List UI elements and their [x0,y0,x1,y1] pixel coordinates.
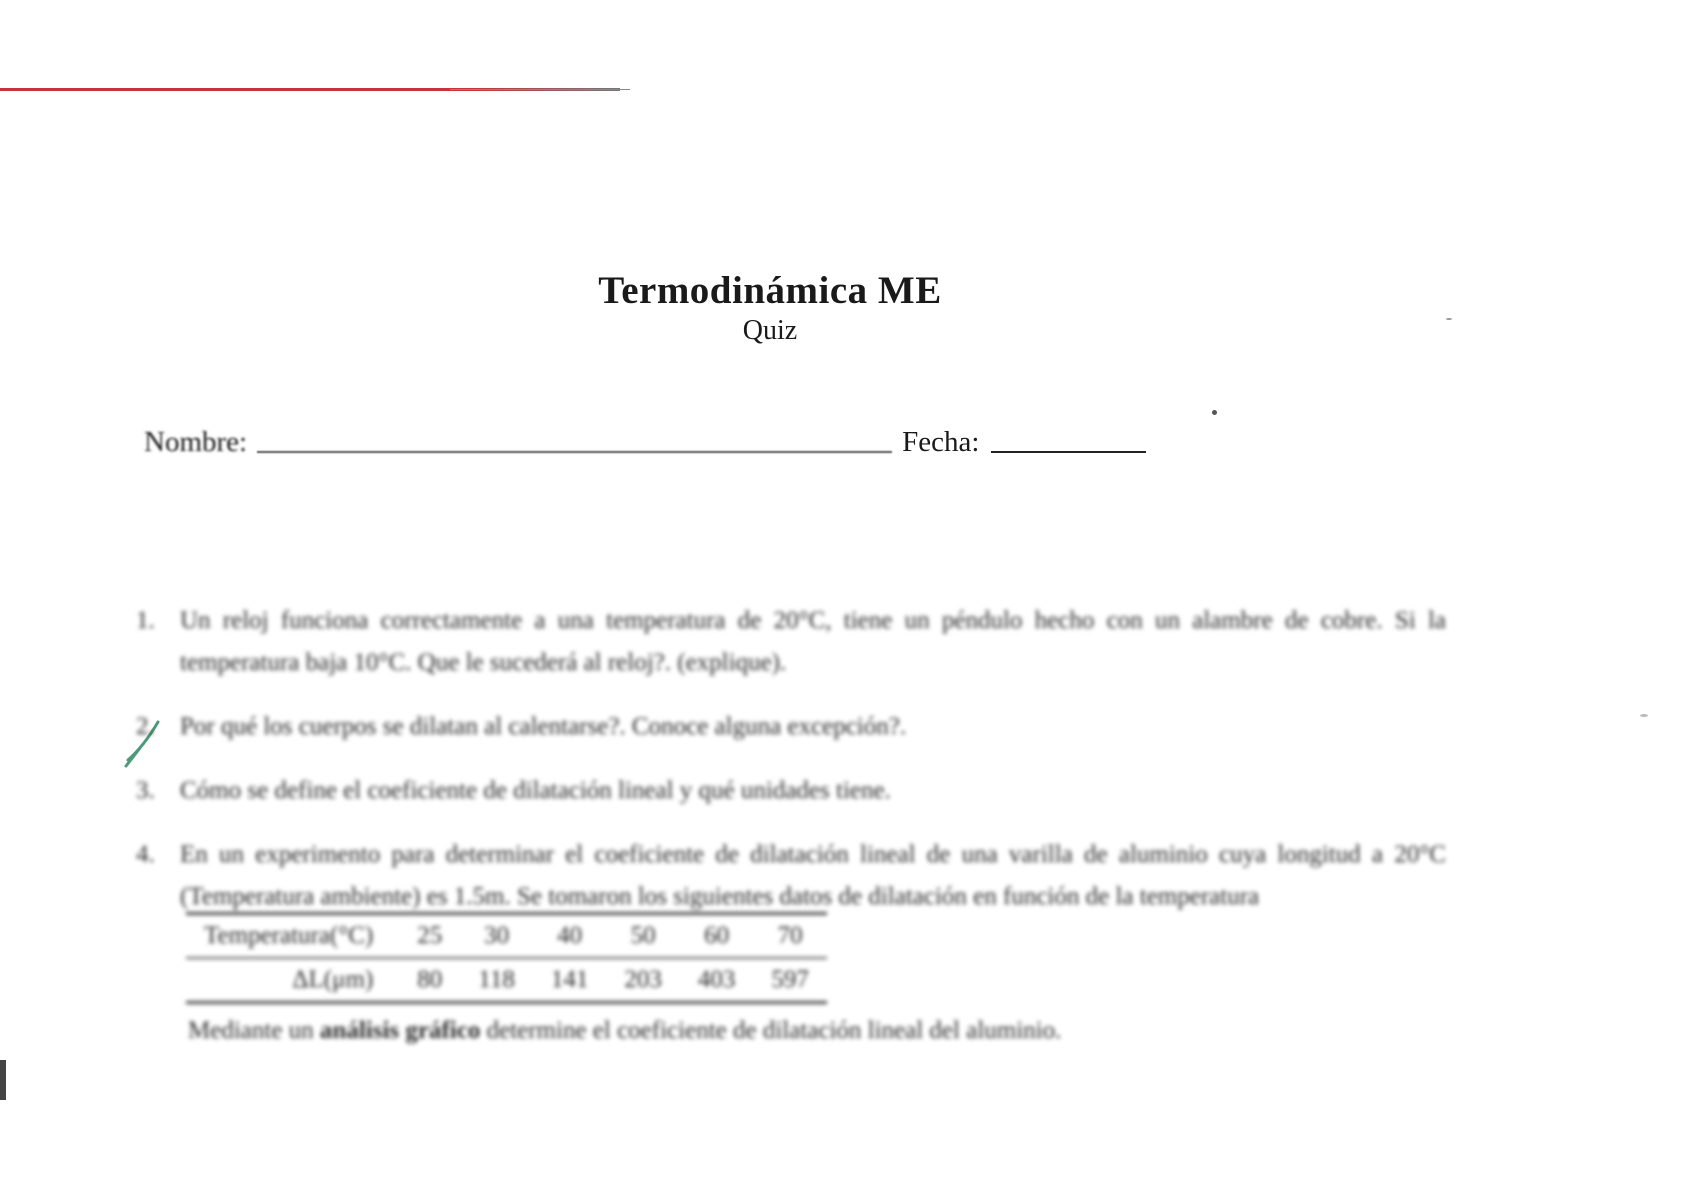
table-cell: 141 [550,966,589,993]
table-cell: 40 [533,914,607,959]
table-cell: 403 [697,966,736,993]
scan-speck [1640,714,1648,717]
table-cell: 60 [680,914,754,959]
table-cell: 203 [624,966,662,993]
document-title: Termodinámica ME [598,269,942,312]
document-subtitle: Quiz [742,315,798,346]
closing-prefix: Mediante un [188,1017,314,1044]
question-item [136,770,1446,812]
name-label: Nombre: [144,426,248,458]
table-cell: 80 [417,966,443,993]
document-header [0,268,1540,347]
question-item [136,834,1446,918]
question-text: En un experimento para determinar el coeficiente de dilatación lineal de una varilla de aluminio cuya longitud a 20°C (Temperatura ambiente) es 1.5m. Se tomaron los siguientes datos de dilatación en función de la temperatura [180,841,1446,910]
name-field-line [257,451,892,453]
question-number: 4. [136,841,155,868]
question-text: Por qué los cuerpos se dilatan al calentarse?. Conoce alguna excepción?. [180,713,907,740]
table-cell: 597 [771,966,809,993]
question-text: Un reloj funciona correctamente a una temperatura de 20°C, tiene un péndulo hecho con un alambre de cobre. Si la temperatura baja 10°C. Que le sucederá al reloj?. (explique). [180,607,1446,676]
closing-bold: análisis gráfico [319,1017,481,1044]
table-row [186,914,827,959]
question-number: 1. [136,607,155,634]
question-number: 3. [136,777,155,804]
table-cell: 70 [753,914,827,959]
question-text: Cómo se define el coeficiente de dilatación lineal y qué unidades tiene. [180,777,891,804]
date-label: Fecha: [902,426,980,458]
top-grey-rule [450,89,630,90]
date-field-line [991,451,1146,453]
scan-edge-mark [0,1060,6,1100]
data-table [186,912,827,1004]
question-number: 2. [136,713,155,740]
table-cell: 30 [460,914,533,959]
table-row-header: Temperatura(°C) [186,914,399,959]
question-closing-text [188,1010,1446,1052]
question-item [136,706,1446,748]
scan-speck [1212,410,1217,415]
table-cell: 50 [606,914,680,959]
table-cell: 25 [399,914,460,959]
table-row-header: ΔL(μm) [292,966,374,993]
name-date-row [144,426,1146,459]
table-row [186,958,827,1003]
questions-list [136,600,1446,1052]
question-item [136,600,1446,684]
table-cell: 118 [478,966,515,993]
closing-suffix: determine el coeficiente de dilatación lineal del aluminio. [486,1017,1062,1044]
